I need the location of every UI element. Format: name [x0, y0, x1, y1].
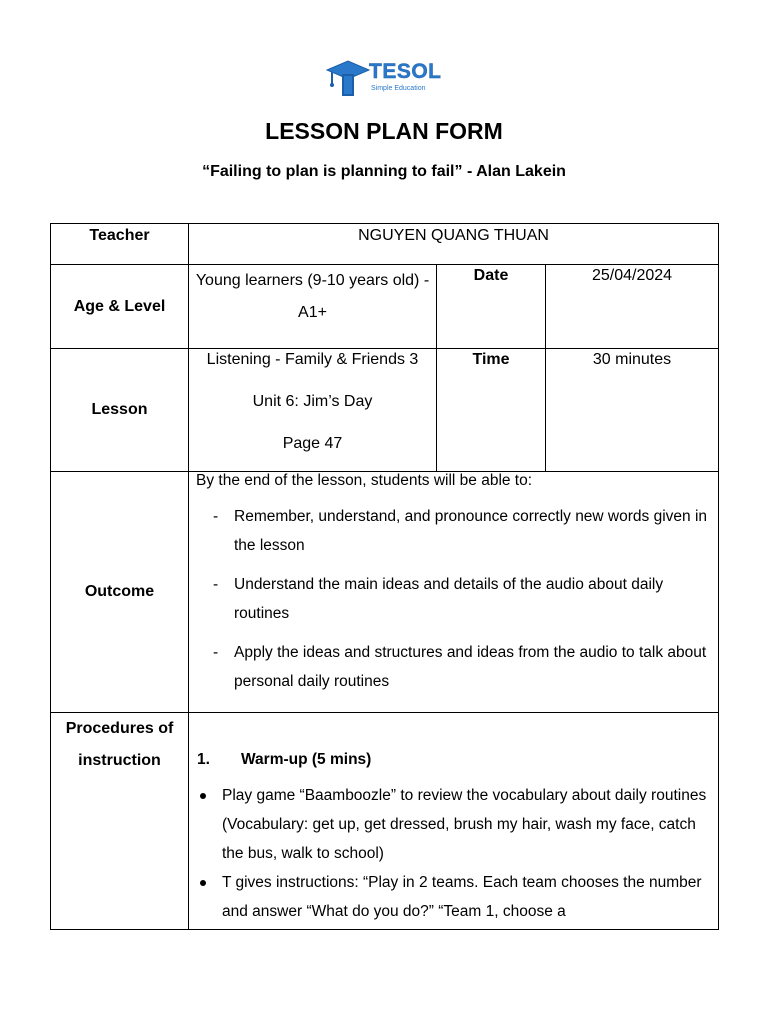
- warmup-heading: [189, 751, 718, 769]
- date-label: Date: [437, 265, 546, 349]
- quote: “Failing to plan is planning to fail” - Alan Lakein: [202, 163, 566, 180]
- age-level-label: Age & Level: [51, 265, 189, 349]
- outcome-intro: By the end of the lesson, students will be able to:: [196, 472, 533, 489]
- lesson-plan-table: [50, 223, 719, 930]
- teacher-label: Teacher: [51, 224, 189, 265]
- logo-tagline: Simple Education: [371, 85, 426, 92]
- lesson-line-2: Unit 6: Jim’s Day: [252, 393, 373, 410]
- lesson-line-1: Listening - Family & Friends 3: [206, 351, 419, 368]
- lesson-line-3: Page 47: [282, 435, 343, 452]
- lesson-label: Lesson: [51, 349, 189, 472]
- date-value: 25/04/2024: [546, 265, 719, 349]
- list-item: T gives instructions: “Play in 2 teams. Each team chooses the number and answer “What do you do?” “Team 1, choose a: [189, 868, 718, 926]
- procedures-row: [51, 713, 719, 930]
- time-value: 30 minutes: [546, 349, 719, 472]
- age-level-value: Young learners (9-10 years old) - A1+: [189, 265, 437, 349]
- tesol-logo: [325, 58, 443, 100]
- logo-wordmark: TESOL: [369, 60, 442, 83]
- procedures-label: [51, 713, 189, 930]
- outcome-content: [189, 472, 719, 713]
- list-item: Play game “Baamboozle” to review the vocabulary about daily routines (Vocabulary: get up, get dressed, brush my hair, wash my face, catch the bus, walk to school): [189, 781, 718, 868]
- outcome-row: [51, 472, 719, 713]
- age-level-row: [51, 265, 719, 349]
- teacher-value: NGUYEN QUANG THUAN: [189, 224, 719, 265]
- list-item: - Remember, understand, and pronounce correctly new words given in the lesson: [213, 508, 708, 554]
- outcome-list: [189, 502, 718, 696]
- section-title: Warm-up (5 mins): [241, 751, 372, 768]
- page-title: LESSON PLAN FORM: [265, 118, 503, 144]
- outcome-label: Outcome: [51, 472, 189, 713]
- graduation-cap-icon: [325, 58, 371, 100]
- lesson-value: [189, 349, 437, 472]
- section-number: 1.: [197, 751, 210, 768]
- procedures-label-line-2: instruction: [78, 752, 161, 769]
- procedures-list: [189, 781, 718, 926]
- bullet-icon: [200, 793, 206, 799]
- bullet-icon: [200, 880, 206, 886]
- list-item: - Understand the main ideas and details of the audio about daily routines: [213, 576, 664, 622]
- procedures-label-line-1: Procedures of: [65, 720, 174, 737]
- list-item: - Apply the ideas and structures and ideas from the audio to talk about personal daily routines: [213, 644, 707, 690]
- lesson-row: [51, 349, 719, 472]
- time-label: Time: [437, 349, 546, 472]
- procedures-content: [189, 713, 719, 930]
- teacher-row: [51, 224, 719, 265]
